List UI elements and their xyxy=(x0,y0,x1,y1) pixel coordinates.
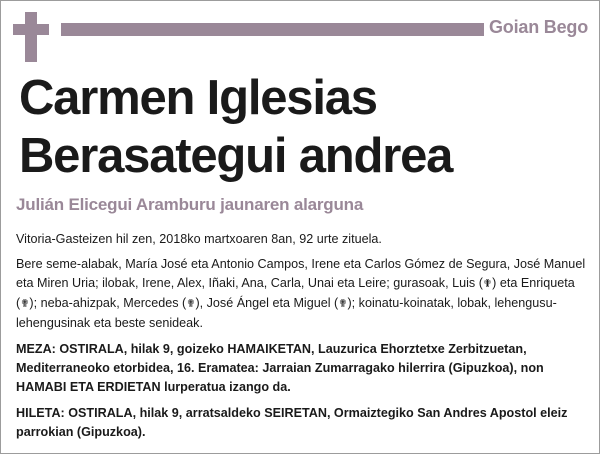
family-text-a: Bere seme-alabak, María José eta Antonio Campos, Irene eta Carlos Gómez de Segura, José Manuel eta Miren Uria; ilobak, Irene, Alex, Iñaki, Ana, Carla, Unai eta Leire; gurasoak, Luis ( xyxy=(16,257,586,290)
deceased-cross-icon: ✟ xyxy=(20,298,30,310)
deceased-cross-icon: ✟ xyxy=(482,278,493,290)
deceased-cross-icon: ✟ xyxy=(186,298,196,310)
family-text-e: ); koinatu-koinatak, lobak, lehengusu-lehengusinak eta beste senideak. xyxy=(16,296,557,330)
funeral-details: HILETA: OSTIRALA, hilak 9, arratsaldeko SEIRETAN, Ormaiztegiko San Andres Apostol eleiz parrokian (Gipuzkoa). xyxy=(16,406,568,439)
family-text-d: ), José Ángel eta Miguel ( xyxy=(195,296,339,310)
death-statement: Vitoria-Gasteizen hil zen, 2018ko martxoaren 8an, 92 urte zituela. xyxy=(16,232,382,246)
cross-icon xyxy=(13,12,49,62)
header-band xyxy=(61,23,484,36)
family-text-c: ); neba-ahizpak, Mercedes ( xyxy=(29,296,187,310)
notice-body xyxy=(16,230,586,449)
brand-label: Goian Bego xyxy=(488,17,588,37)
deceased-name xyxy=(19,69,452,185)
mass-details: MEZA: OSTIRALA, hilak 9, goizeko HAMAIKETAN, Lauzurica Ehorztetxe Zerbitzuetan, Mediterraneoko etorbidea, 16. Eramatea: Jarraian Zumarragako hilerrira (Gipuzkoa), non HAMABI ETA ERDIETAN lurperatua izango da. xyxy=(16,342,544,394)
family-text-b: ) eta Enriqueta ( xyxy=(16,276,575,310)
name-line-2: Berasategui andrea xyxy=(19,129,453,183)
widow-subtitle: Julián Elicegui Aramburu jaunaren alarguna xyxy=(16,195,364,214)
family-list xyxy=(16,255,586,333)
name-line-1: Carmen Iglesias xyxy=(19,71,377,125)
deceased-cross-icon: ✟ xyxy=(338,298,348,310)
